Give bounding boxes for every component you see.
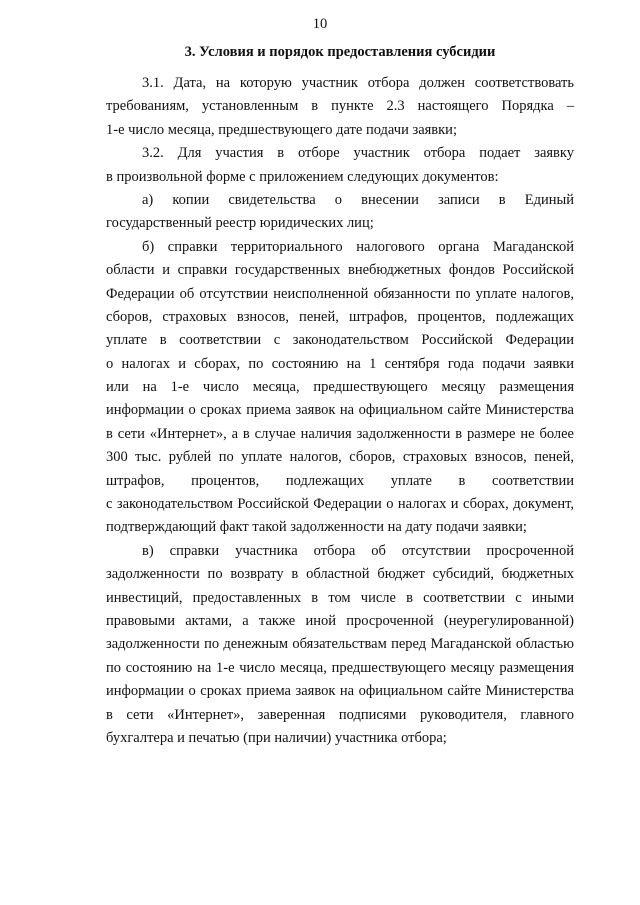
page-number: 10 [312, 16, 328, 32]
text-line: задолженности по денежным обязательствам перед Магаданской областью [106, 636, 574, 653]
text-line: в произвольной форме с приложением следующих документов: [106, 168, 499, 185]
section-heading: 3. Условия и порядок предоставления субсидии [184, 44, 496, 60]
text-line: подтверждающий факт такой задолженности на дату подачи заявки; [106, 519, 527, 536]
text-line: области и справки государственных внебюджетных фондов Российской [106, 262, 574, 279]
text-line: требованиям, установленным в пункте 2.3 настоящего Порядка – [106, 98, 574, 115]
text-line: или на 1-е число месяца, предшествующего месяцу размещения [106, 379, 574, 396]
text-line: Федерации об отсутствии неисполненной обязанности по уплате налогов, [106, 285, 574, 302]
text-line: 3.2. Для участия в отборе участник отбора подает заявку [142, 145, 574, 162]
text-line: 1-е число месяца, предшествующего дате подачи заявки; [106, 121, 457, 138]
text-line: а) копии свидетельства о внесении записи в Единый [142, 191, 574, 208]
text-line: уплате в соответствии с законодательством Российской Федерации [106, 332, 574, 349]
text-line: государственный реестр юридических лиц; [106, 215, 374, 232]
text-line: в сети «Интернет», а в случае наличия задолженности в размере не более [106, 425, 574, 442]
text-line: бухгалтера и печатью (при наличии) участника отбора; [106, 729, 447, 746]
text-line: задолженности по возврату в областной бюджет субсидий, бюджетных [106, 566, 574, 583]
text-line: о налогах и сборах, по состоянию на 1 сентября года подачи заявки [106, 355, 574, 372]
body-text [106, 72, 574, 750]
text-line: инвестиций, предоставленных в том числе в соответствии с иными [106, 589, 574, 606]
text-line: штрафов, процентов, подлежащих уплате в соответствии [106, 472, 574, 489]
text-line: 300 тыс. рублей по уплате налогов, сборов, страховых взносов, пеней, [106, 449, 574, 466]
text-line: с законодательством Российской Федерации о налогах и сборах, документ, [106, 496, 574, 513]
text-line: б) справки территориального налогового органа Магаданской [142, 238, 574, 255]
text-line: 3.1. Дата, на которую участник отбора должен соответствовать [142, 75, 574, 91]
text-line: информации о сроках приема заявок на официальном сайте Министерства [106, 402, 574, 419]
text-line: в сети «Интернет», заверенная подписями руководителя, главного [106, 706, 574, 723]
text-line: сборов, страховых взносов, пеней, штрафов, процентов, подлежащих [106, 308, 574, 325]
text-line: в) справки участника отбора об отсутствии просроченной [142, 542, 574, 559]
text-line: правовыми актами, а также иной просроченной (неурегулированной) [106, 612, 574, 629]
text-line: по состоянию на 1-е число месяца, предшествующего месяцу размещения [106, 659, 574, 676]
text-line: информации о сроках приема заявок на официальном сайте Министерства [106, 683, 574, 700]
